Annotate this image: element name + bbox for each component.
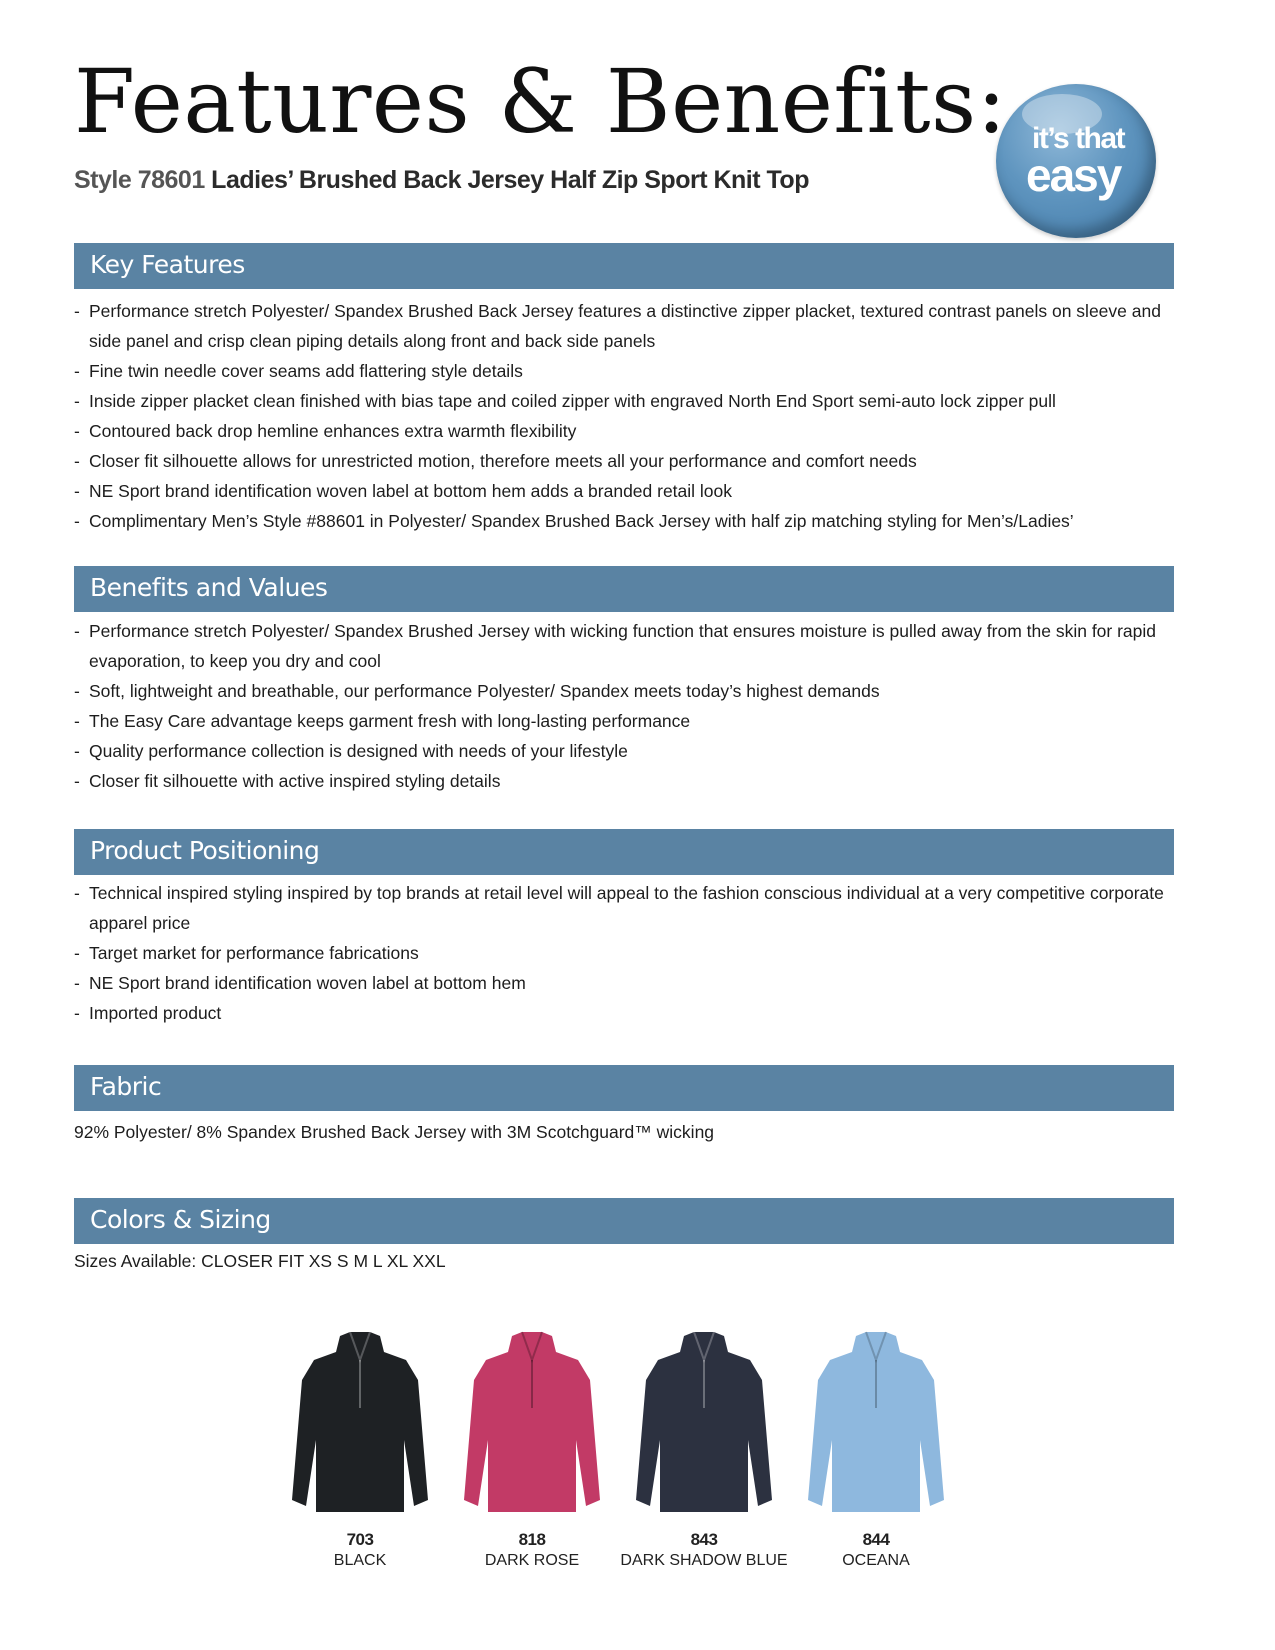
swatch-dark-rose (452, 1330, 612, 1580)
bullet-dash: - (74, 711, 80, 731)
list-item (74, 296, 1164, 356)
section-heading: Benefits and Values (90, 573, 328, 602)
swatch-code: 703 (346, 1530, 374, 1549)
list-item-text: Closer fit silhouette allows for unrestricted motion, therefore meets all your performance and comfort needs (89, 451, 917, 471)
bullet-dash: - (74, 511, 80, 531)
bullet-dash: - (74, 1003, 80, 1023)
section-heading: Product Positioning (90, 836, 320, 865)
bullet-dash: - (74, 481, 80, 501)
section-header-colors (74, 1198, 1174, 1244)
list-item-text: NE Sport brand identification woven label at bottom hem adds a branded retail look (89, 481, 733, 501)
list-item (74, 766, 1164, 796)
logo-text-line2: easy (1026, 149, 1121, 201)
page-title: Features & Benefits: (74, 50, 1007, 153)
shirt-image-oceana (804, 1330, 948, 1520)
swatch-name: DARK ROSE (484, 1552, 580, 1569)
list-item (74, 998, 1164, 1028)
bullet-dash: - (74, 421, 80, 441)
bullet-dash: - (74, 451, 80, 471)
bullet-dash: - (74, 771, 80, 791)
section-header-key-features (74, 243, 1174, 289)
list-item (74, 446, 1164, 476)
color-swatches (280, 1330, 980, 1580)
list-item (74, 938, 1164, 968)
swatch-name: OCEANA (842, 1552, 910, 1569)
section-heading: Fabric (90, 1072, 162, 1101)
list-item (74, 736, 1164, 766)
fabric-description: 92% Polyester/ 8% Spandex Brushed Back Jersey with 3M Scotchguard™ wicking (74, 1122, 715, 1142)
key-features-list (74, 296, 1164, 536)
list-item-text: Soft, lightweight and breathable, our performance Polyester/ Spandex meets today’s highest demands (89, 681, 880, 701)
benefits-list (74, 616, 1164, 796)
swatch-name: BLACK (333, 1552, 387, 1569)
section-header-fabric (74, 1065, 1174, 1111)
list-item-text: Target market for performance fabrications (89, 943, 419, 963)
list-item-text: Performance stretch Polyester/ Spandex Brushed Back Jersey features a distinctive zipper placket, textured contrast panels on sleeve and side panel and crisp clean piping details along front and back side panels (89, 301, 1161, 351)
list-item-text: Technical inspired styling inspired by top brands at retail level will appeal to the fashion conscious individual at a very competitive corporate apparel price (89, 883, 1164, 933)
list-item (74, 416, 1164, 446)
product-subtitle (74, 166, 809, 195)
list-item (74, 968, 1164, 998)
bullet-dash: - (74, 681, 80, 701)
swatch-name: DARK SHADOW BLUE (620, 1552, 788, 1569)
positioning-list (74, 878, 1164, 1028)
swatch-code: 843 (690, 1530, 718, 1549)
swatch-code: 844 (862, 1530, 890, 1549)
list-item (74, 506, 1164, 536)
section-header-positioning (74, 829, 1174, 875)
section-header-benefits (74, 566, 1174, 612)
list-item-text: Fine twin needle cover seams add flattering style details (89, 361, 523, 381)
list-item-text: NE Sport brand identification woven label at bottom hem (89, 973, 526, 993)
bullet-dash: - (74, 883, 80, 903)
bullet-dash: - (74, 741, 80, 761)
bullet-dash: - (74, 361, 80, 381)
bullet-dash: - (74, 621, 80, 641)
swatch-black (280, 1330, 440, 1580)
list-item (74, 476, 1164, 506)
bullet-dash: - (74, 391, 80, 411)
swatch-dark-shadow-blue (620, 1330, 788, 1580)
list-item-text: Inside zipper placket clean finished with bias tape and coiled zipper with engraved North End Sport semi-auto lock zipper pull (89, 391, 1056, 411)
list-item (74, 616, 1164, 676)
list-item (74, 386, 1164, 416)
shirt-image-dark-rose (460, 1330, 604, 1520)
list-item-text: Contoured back drop hemline enhances extra warmth flexibility (89, 421, 577, 441)
list-item-text: Complimentary Men’s Style #88601 in Polyester/ Spandex Brushed Back Jersey with half zip matching styling for Men’s/Ladies’ (89, 511, 1074, 531)
list-item-text: The Easy Care advantage keeps garment fresh with long-lasting performance (89, 711, 691, 731)
bullet-dash: - (74, 973, 80, 993)
list-item-text: Imported product (89, 1003, 222, 1023)
list-item-text: Performance stretch Polyester/ Spandex Brushed Jersey with wicking function that ensures moisture is pulled away from the skin for rapid evaporation, to keep you dry and cool (89, 621, 1157, 671)
swatch-oceana (796, 1330, 956, 1580)
swatch-code: 818 (518, 1530, 546, 1549)
product-name: Ladies’ Brushed Back Jersey Half Zip Sport Knit Top (211, 166, 809, 194)
list-item (74, 706, 1164, 736)
list-item (74, 878, 1164, 938)
list-item (74, 676, 1164, 706)
list-item-text: Quality performance collection is designed with needs of your lifestyle (89, 741, 628, 761)
bullet-dash: - (74, 943, 80, 963)
its-that-easy-logo (996, 84, 1156, 238)
list-item (74, 356, 1164, 386)
section-heading: Colors & Sizing (90, 1205, 271, 1234)
list-item-text: Closer fit silhouette with active inspired styling details (89, 771, 501, 791)
shirt-image-black (288, 1330, 432, 1520)
logo-text-line1: it’s that (1032, 122, 1125, 155)
shirt-image-dark-shadow-blue (632, 1330, 776, 1520)
bullet-dash: - (74, 301, 80, 321)
style-number: Style 78601 (74, 166, 205, 194)
sizes-available: Sizes Available: CLOSER FIT XS S M L XL XXL (74, 1251, 446, 1271)
section-heading: Key Features (90, 250, 245, 279)
